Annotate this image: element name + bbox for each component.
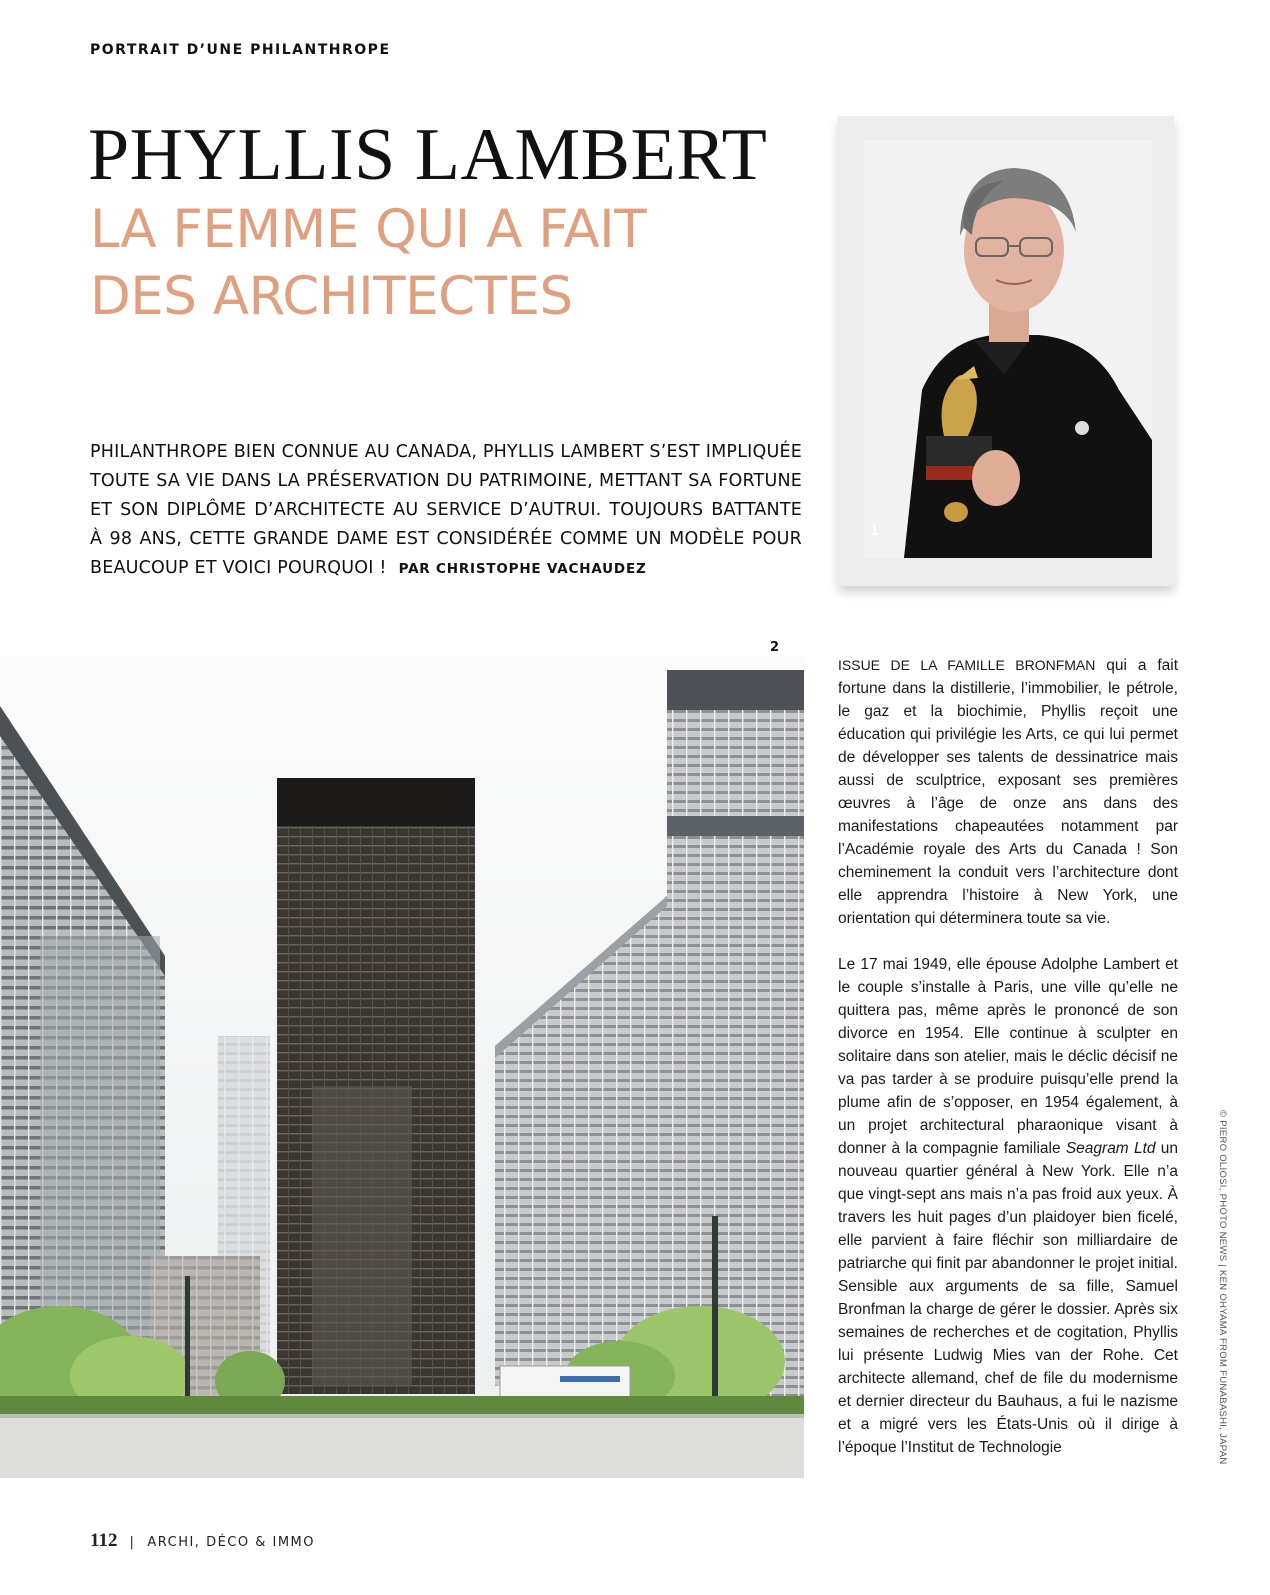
photo-credit: © PIERO OLIOSI, PHOTO NEWS | KEN OHYAMA FROM FUNABASHI, JAPAN [1217, 1110, 1228, 1465]
magazine-name: ARCHI, DÉCO & IMMO [147, 1535, 316, 1550]
portrait-illustration [864, 140, 1152, 558]
portrait-frame [838, 116, 1174, 586]
page-number: 112 [90, 1530, 118, 1551]
article-intro [90, 438, 802, 584]
photo-number-2: 2 [770, 640, 780, 655]
photo-number-1: 1 [870, 524, 880, 539]
section-rubric: PORTRAIT D’UNE PHILANTHROPE [90, 42, 391, 58]
footer-separator: | [129, 1535, 136, 1550]
body-p2-text-a: Le 17 mai 1949, elle épouse Adolphe Lambert et le couple s’installe à Paris, une ville qu’elle ne quittera pas, même après le prononcé de son divorce en 1954. Elle continue à sculpter en solitaire dans son atelier, mais le déclic décisif ne va pas tarder à se produire puisqu’elle prend la plume afin de s’opposer, en 1954 également, à un projet architectural pharaonique visant à donner à la compagnie familiale [838, 956, 1178, 1157]
byline: PAR CHRISTOPHE VACHAUDEZ [398, 561, 647, 577]
building-photo [0, 656, 804, 1478]
article-title: PHYLLIS LAMBERT [88, 114, 768, 196]
body-p1-text: qui a fait fortune dans la distillerie, l’immobilier, le pétrole, le gaz et la biochimie, Phyllis reçoit une éducation qui privilégie les Arts, ce qui lui permet de développer ses talents de dessinatrice mais aussi de sculptrice, exposant ses premières œuvres à l’âge de onze ans dans des manifestations chapeautées notamment par l’Académie royale des Arts du Canada ! Son cheminement la conduit vers l’architecture dont elle apprendra l’histoire à New York, une orientation qui déterminera toute sa vie. [838, 657, 1179, 927]
lead-in: ISSUE DE LA FAMILLE BRONFMAN [838, 657, 1096, 673]
body-p2-text-b: un nouveau quartier général à New York. Elle n’a que vingt-sept ans mais n’a pas froid aux yeux. À travers les huit pages d’un plaidoyer bien ficelé, elle parvient à faire fléchir son milliardaire de patriarche qui finit par abandonner le projet initial. Sensible aux arguments de sa fille, Samuel Bronfman la charge de gérer le dossier. Après six semaines de recherches et de cogitation, Phyllis lui présente Ludwig Mies van der Rohe. Cet architecte allemand, chef de file du modernisme et dernier directeur du Bauhaus, a fui le nazisme et a migré vers les États-Unis où il dirige à l’époque l’Institut de Technologie [838, 1140, 1178, 1456]
body-paragraph-1 [838, 654, 1178, 930]
portrait-photo [864, 140, 1152, 558]
seagram-building-illustration [0, 656, 804, 1478]
body-p2-italic: Seagram Ltd [1065, 1140, 1156, 1157]
intro-text: PHILANTHROPE BIEN CONNUE AU CANADA, PHYLLIS LAMBERT S’EST IMPLIQUÉE TOUTE SA VIE DANS LA PRÉSERVATION DU PATRIMOINE, METTANT SA FORTUNE ET SON DIPLÔME D’ARCHITECTE AU SERVICE D’AUTRUI. TOUJOURS BATTANTE À 98 ANS, CETTE GRANDE DAME EST CONSIDÉRÉE COMME UN MODÈLE POUR BEAUCOUP ET VOICI POURQUOI ! [90, 442, 802, 578]
article-subtitle: LA FEMME QUI A FAIT DES ARCHITECTES [90, 199, 647, 327]
body-column [838, 654, 1178, 1459]
page-footer [90, 1530, 315, 1552]
body-paragraph-2 [838, 953, 1178, 1459]
